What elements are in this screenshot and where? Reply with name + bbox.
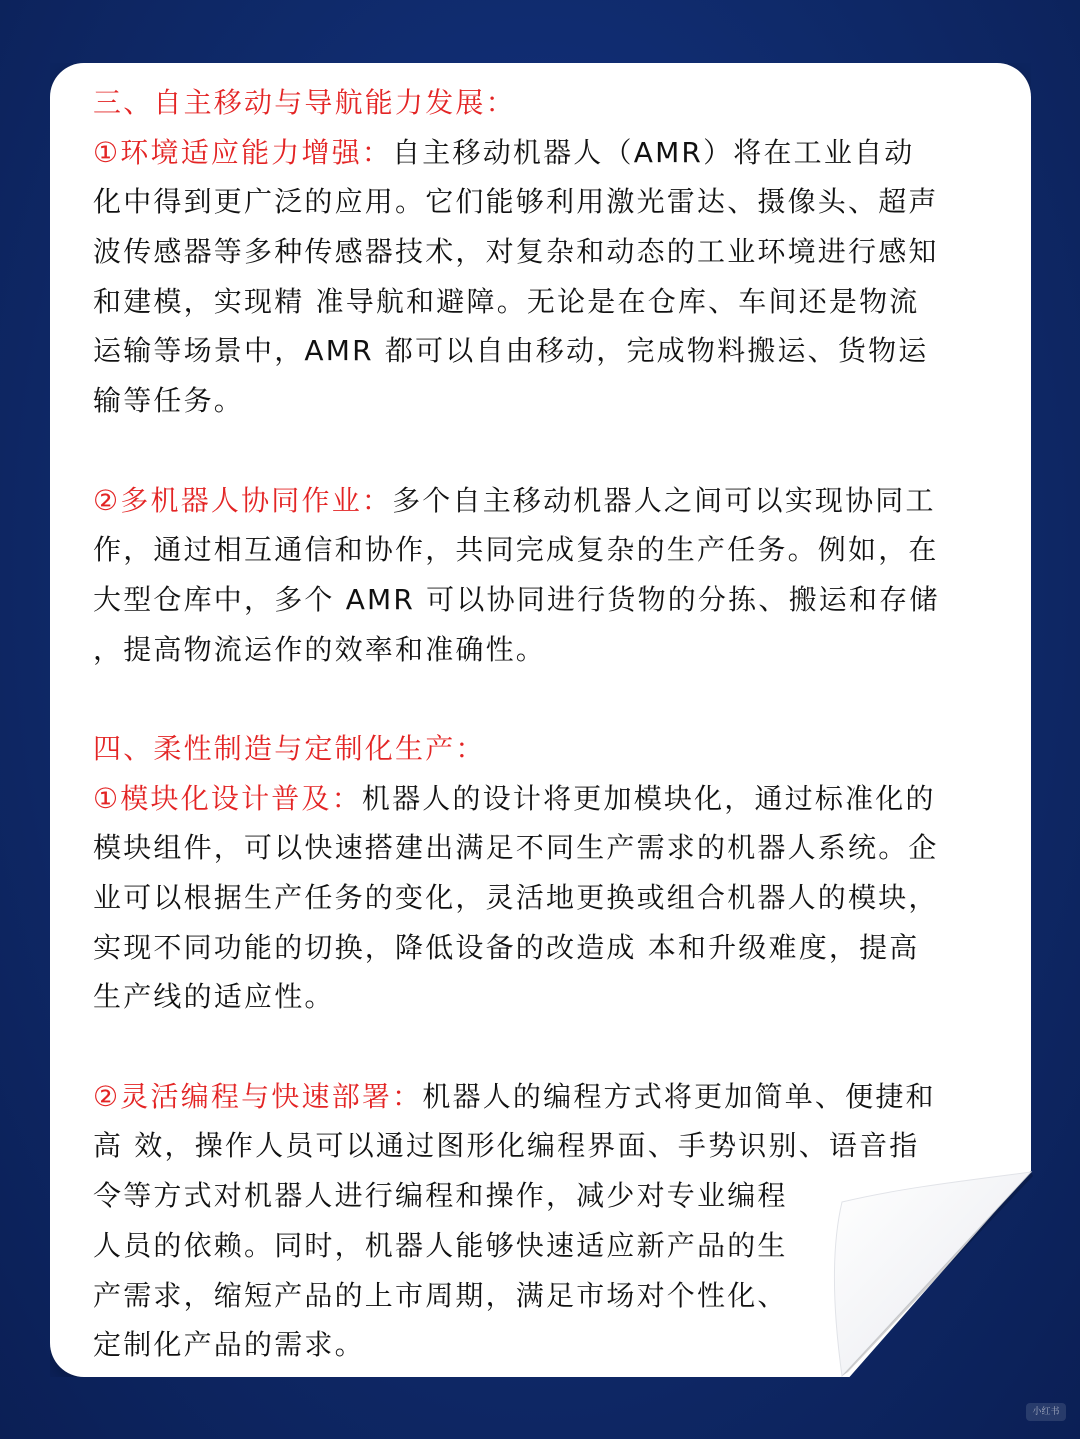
text-line: 波传感器等多种传感器技术，对复杂和动态的工业环境进行感知 <box>93 235 939 269</box>
paragraph-gap <box>93 674 993 724</box>
text-line: 大型仓库中，多个 AMR 可以协同进行货物的分拣、搬运和存储 <box>93 582 940 616</box>
text-line: 运输等场景中，AMR 都可以自由移动，完成物料搬运、货物运 <box>93 334 929 368</box>
text-line: 作，通过相互通信和协作，共同完成复杂的生产任务。例如，在 <box>93 533 939 567</box>
section3-item2-line1 <box>93 476 993 526</box>
section4-item1-label: ①模块化设计普及： <box>93 781 362 815</box>
text-line: 多个自主移动机器人之间可以实现协同工 <box>392 483 936 517</box>
section3-heading: 三、自主移动与导航能力发展： <box>93 86 516 119</box>
paragraph-gap <box>93 1022 993 1072</box>
section4-heading: 四、柔性制造与定制化生产： <box>93 731 486 765</box>
text-line: 实现不同功能的切换，降低设备的改造成 本和升级难度，提高 <box>93 930 920 964</box>
text-line: 输等任务。 <box>93 384 245 418</box>
text-line: 业可以根据生产任务的变化，灵活地更换或组合机器人的模块， <box>93 881 939 914</box>
text-line: 化中得到更广泛的应用。它们能够利用激光雷达、摄像头、超声 <box>93 185 939 219</box>
section3-item1-label: ①环境适应能力增强： <box>93 135 393 169</box>
section3-item2-label: ②多机器人协同作业： <box>93 483 393 517</box>
text-line: 高 效，操作人员可以通过图形化编程界面、手势识别、语音指 <box>93 1129 920 1163</box>
text-line: 定制化产品的需求。 <box>93 1328 365 1362</box>
section4-item1-line1 <box>93 774 993 824</box>
section3-item1-line1 <box>93 128 993 178</box>
article-content <box>93 78 993 1370</box>
text-line: 人员的依赖。同时，机器人能够快速适应新产品的生 <box>93 1228 788 1262</box>
text-line: 和建模，实现精 准导航和避障。无论是在仓库、车间还是物流 <box>93 284 920 318</box>
text-line: 机器人的编程方式将更加简单、便捷和 <box>422 1079 936 1113</box>
section4-item2-label: ②灵活编程与快速部署： <box>93 1079 423 1113</box>
text-line: ，提高物流运作的效率和准确性。 <box>93 632 547 666</box>
text-line: 自主移动机器人（AMR）将在工业自动 <box>392 135 915 169</box>
text-line: 生产线的适应性。 <box>93 980 335 1014</box>
text-line: 产需求，缩短产品的上市周期，满足市场对个性化、 <box>93 1278 788 1312</box>
section4-item2-line1 <box>93 1072 993 1122</box>
text-line: 机器人的设计将更加模块化，通过标准化的 <box>361 781 936 815</box>
text-line: 令等方式对机器人进行编程和操作，减少对专业编程 <box>93 1179 788 1213</box>
paragraph-gap <box>93 426 993 476</box>
watermark-logo: 小红书 <box>1026 1403 1066 1421</box>
text-line: 模块组件，可以快速搭建出满足不同生产需求的机器人系统。企 <box>93 831 939 865</box>
